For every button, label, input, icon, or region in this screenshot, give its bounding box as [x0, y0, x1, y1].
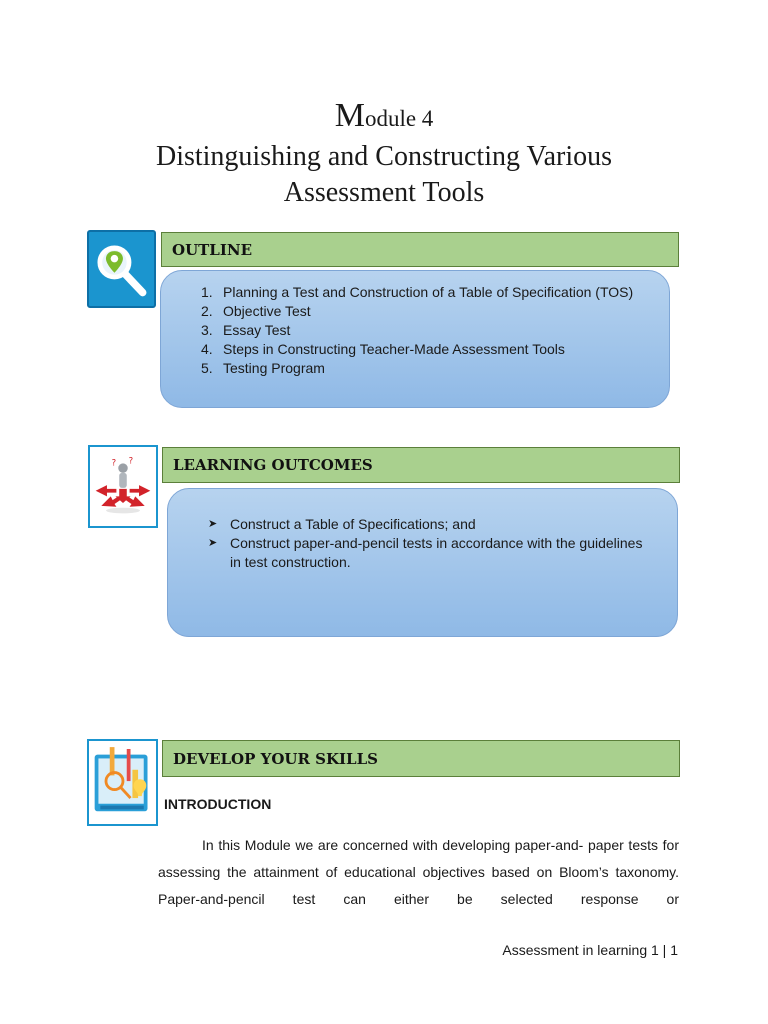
arrow-bullet-icon: ➤ [208, 518, 218, 530]
page-footer: Assessment in learning 1 | 1 [502, 942, 678, 958]
title-line-3: Assessment Tools [283, 177, 485, 208]
list-item: 5. Testing Program [201, 360, 325, 376]
module-initial: M [334, 97, 365, 134]
magnifier-location-icon [87, 230, 156, 308]
arrow-bullet-icon: ➤ [208, 537, 218, 549]
outline-header: OUTLINE [161, 232, 679, 267]
develop-skills-header: DEVELOP YOUR SKILLS [162, 740, 680, 777]
outline-panel [160, 270, 670, 408]
learning-outcomes-header: LEARNING OUTCOMES [162, 447, 680, 483]
svg-text:?: ? [128, 455, 134, 466]
list-item: 3. Essay Test [201, 322, 291, 338]
school-supplies-icon [87, 739, 158, 826]
list-item: 4. Steps in Constructing Teacher-Made Assessment Tools [201, 341, 565, 357]
module-number [0, 96, 768, 139]
svg-text:?: ? [111, 457, 117, 468]
list-item: 1. Planning a Test and Construction of a Table of Specification (TOS) [201, 284, 634, 300]
list-item: 2. Objective Test [201, 303, 311, 319]
introduction-heading: INTRODUCTION [164, 796, 272, 812]
introduction-paragraph: In this Module we are concerned with developing paper-and- paper tests for assessing the attainment of educational objectives based on Bloom’s taxonomy. Paper-and-pencil test can either be selected response or [158, 837, 679, 907]
module-rest: odule 4 [364, 106, 434, 131]
title-line-2: Distinguishing and Constructing Various [155, 141, 613, 172]
list-item: ➤ Construct paper-and-pencil tests in accordance with the guidelines in test construction. [208, 535, 643, 570]
list-item: ➤ Construct a Table of Specifications; and [208, 516, 476, 532]
outcome-list [208, 515, 653, 572]
module-title [0, 96, 768, 211]
outline-list [201, 283, 649, 378]
people-arrows-icon [88, 445, 158, 528]
learning-outcomes-panel [167, 488, 678, 637]
